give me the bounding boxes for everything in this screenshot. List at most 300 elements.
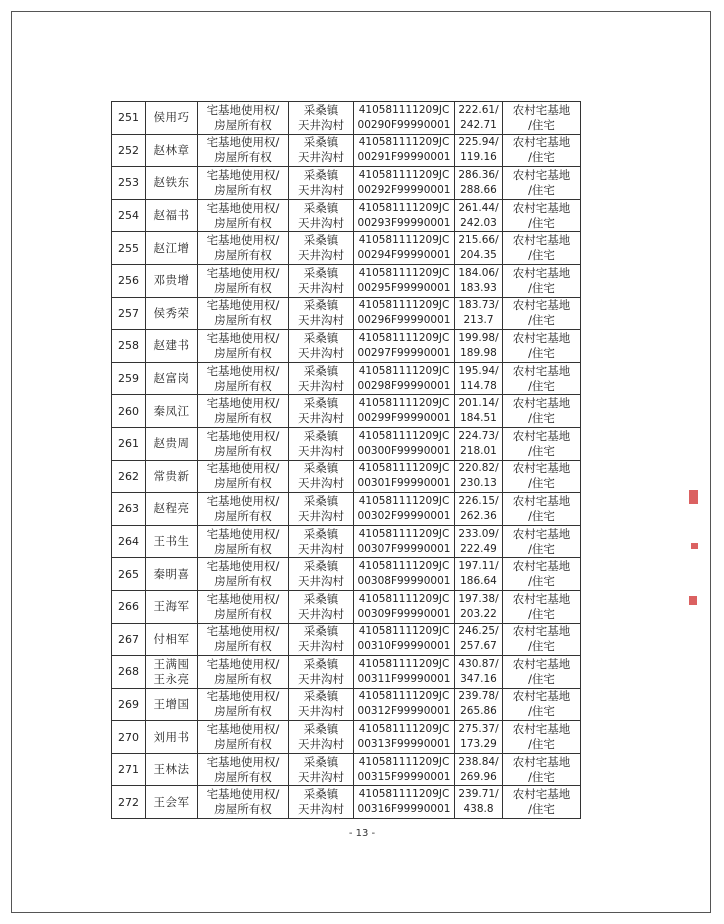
right-type-line: 宅基地使用权/ bbox=[206, 656, 280, 671]
location-line: 天井沟村 bbox=[298, 215, 344, 230]
land-use-cell bbox=[503, 297, 581, 330]
location-cell bbox=[289, 199, 354, 232]
unit-code-line: 00309F99990001 bbox=[357, 607, 451, 620]
land-use-line: 农村宅基地 bbox=[512, 624, 571, 639]
row-number-cell: 271 bbox=[112, 753, 146, 786]
location-line: 天井沟村 bbox=[298, 671, 344, 686]
land-use-line: 农村宅基地 bbox=[512, 493, 571, 508]
unit-code-cell bbox=[354, 656, 455, 689]
location-line: 天井沟村 bbox=[298, 769, 344, 784]
right-type-cell bbox=[198, 688, 289, 721]
location-cell bbox=[289, 688, 354, 721]
area-line: 347.16 bbox=[460, 672, 497, 685]
unit-code-line: 00307F99990001 bbox=[357, 542, 451, 555]
owner-name-cell bbox=[146, 102, 198, 135]
row-number-cell: 263 bbox=[112, 493, 146, 526]
unit-code-line: 410581111209JC bbox=[358, 560, 450, 573]
right-type-line: 宅基地使用权/ bbox=[206, 233, 280, 248]
location-line: 天井沟村 bbox=[298, 280, 344, 295]
owner-name-line: 常贵新 bbox=[153, 468, 190, 483]
location-line: 采桑镇 bbox=[303, 233, 339, 248]
right-type-line: 宅基地使用权/ bbox=[206, 493, 280, 508]
unit-code-line: 410581111209JC bbox=[358, 788, 450, 801]
location-line: 采桑镇 bbox=[303, 559, 339, 574]
right-type-cell bbox=[198, 623, 289, 656]
right-type-line: 宅基地使用权/ bbox=[206, 363, 280, 378]
right-type-line: 房屋所有权 bbox=[214, 476, 272, 491]
owner-name-line: 赵铁东 bbox=[153, 175, 190, 190]
area-line: 195.94/ bbox=[458, 364, 499, 377]
location-cell bbox=[289, 786, 354, 819]
table-row bbox=[112, 102, 581, 135]
row-number-cell: 265 bbox=[112, 558, 146, 591]
land-use-cell bbox=[503, 786, 581, 819]
right-type-line: 宅基地使用权/ bbox=[206, 559, 280, 574]
area-line: 184.06/ bbox=[458, 266, 499, 279]
location-line: 采桑镇 bbox=[303, 787, 339, 802]
stamp-mark bbox=[691, 543, 698, 549]
location-line: 天井沟村 bbox=[298, 802, 344, 817]
unit-code-line: 410581111209JC bbox=[358, 462, 450, 475]
table-row bbox=[112, 395, 581, 428]
row-number-cell: 257 bbox=[112, 297, 146, 330]
area-cell bbox=[455, 558, 503, 591]
right-type-line: 宅基地使用权/ bbox=[206, 265, 280, 280]
unit-code-line: 410581111209JC bbox=[358, 494, 450, 507]
location-line: 采桑镇 bbox=[303, 461, 339, 476]
right-type-line: 宅基地使用权/ bbox=[206, 428, 280, 443]
unit-code-line: 00301F99990001 bbox=[357, 477, 451, 490]
area-cell bbox=[455, 167, 503, 200]
row-number-cell: 260 bbox=[112, 395, 146, 428]
land-use-line: /住宅 bbox=[528, 508, 555, 523]
land-use-line: 农村宅基地 bbox=[512, 200, 571, 215]
owner-name-cell bbox=[146, 753, 198, 786]
right-type-cell bbox=[198, 493, 289, 526]
owner-name-cell bbox=[146, 362, 198, 395]
owner-name-cell bbox=[146, 786, 198, 819]
unit-code-cell bbox=[354, 102, 455, 135]
table-row bbox=[112, 427, 581, 460]
land-use-line: /住宅 bbox=[528, 606, 555, 621]
location-line: 采桑镇 bbox=[303, 167, 339, 182]
area-line: 197.11/ bbox=[458, 560, 499, 573]
right-type-cell bbox=[198, 167, 289, 200]
right-type-line: 宅基地使用权/ bbox=[206, 200, 280, 215]
location-line: 采桑镇 bbox=[303, 722, 339, 737]
table-row bbox=[112, 199, 581, 232]
unit-code-line: 00300F99990001 bbox=[357, 444, 451, 457]
location-line: 采桑镇 bbox=[303, 754, 339, 769]
area-line: 226.15/ bbox=[458, 494, 499, 507]
owner-name-line: 赵福书 bbox=[153, 208, 190, 223]
location-line: 天井沟村 bbox=[298, 508, 344, 523]
right-type-line: 房屋所有权 bbox=[214, 345, 272, 360]
land-use-line: 农村宅基地 bbox=[512, 167, 571, 182]
area-line: 438.8 bbox=[463, 803, 494, 816]
right-type-cell bbox=[198, 232, 289, 265]
right-type-line: 房屋所有权 bbox=[214, 704, 272, 719]
row-number-cell: 258 bbox=[112, 330, 146, 363]
land-use-line: /住宅 bbox=[528, 802, 555, 817]
area-line: 173.29 bbox=[460, 738, 497, 751]
unit-code-line: 00308F99990001 bbox=[357, 575, 451, 588]
owner-name-line: 王海军 bbox=[153, 599, 190, 614]
land-use-line: /住宅 bbox=[528, 737, 555, 752]
land-use-line: /住宅 bbox=[528, 541, 555, 556]
unit-code-line: 00299F99990001 bbox=[357, 412, 451, 425]
land-use-line: /住宅 bbox=[528, 117, 555, 132]
owner-name-cell bbox=[146, 525, 198, 558]
land-use-line: 农村宅基地 bbox=[512, 722, 571, 737]
right-type-line: 房屋所有权 bbox=[214, 541, 272, 556]
area-cell bbox=[455, 623, 503, 656]
location-cell bbox=[289, 395, 354, 428]
row-number-cell: 261 bbox=[112, 427, 146, 460]
unit-code-cell bbox=[354, 427, 455, 460]
location-cell bbox=[289, 232, 354, 265]
table-row bbox=[112, 623, 581, 656]
row-number-cell: 259 bbox=[112, 362, 146, 395]
stamp-mark bbox=[689, 596, 697, 605]
land-use-line: /住宅 bbox=[528, 215, 555, 230]
unit-code-cell bbox=[354, 558, 455, 591]
location-cell bbox=[289, 427, 354, 460]
area-cell bbox=[455, 427, 503, 460]
right-type-line: 宅基地使用权/ bbox=[206, 102, 280, 117]
unit-code-line: 410581111209JC bbox=[358, 755, 450, 768]
right-type-line: 宅基地使用权/ bbox=[206, 722, 280, 737]
land-use-line: 农村宅基地 bbox=[512, 787, 571, 802]
location-cell bbox=[289, 525, 354, 558]
table-row bbox=[112, 264, 581, 297]
land-use-cell bbox=[503, 330, 581, 363]
area-cell bbox=[455, 525, 503, 558]
owner-name-cell bbox=[146, 264, 198, 297]
unit-code-cell bbox=[354, 753, 455, 786]
location-line: 采桑镇 bbox=[303, 526, 339, 541]
table-row bbox=[112, 232, 581, 265]
right-type-cell bbox=[198, 590, 289, 623]
owner-name-line: 王满囤 bbox=[153, 656, 190, 671]
registration-table bbox=[111, 101, 581, 819]
unit-code-cell bbox=[354, 330, 455, 363]
unit-code-line: 00290F99990001 bbox=[357, 118, 451, 131]
location-line: 采桑镇 bbox=[303, 200, 339, 215]
right-type-line: 房屋所有权 bbox=[214, 313, 272, 328]
unit-code-cell bbox=[354, 721, 455, 754]
area-line: 184.51 bbox=[460, 412, 497, 425]
table-row bbox=[112, 721, 581, 754]
right-type-line: 房屋所有权 bbox=[214, 215, 272, 230]
row-number-cell: 253 bbox=[112, 167, 146, 200]
owner-name-cell bbox=[146, 297, 198, 330]
land-use-cell bbox=[503, 460, 581, 493]
land-use-line: /住宅 bbox=[528, 671, 555, 686]
row-number-cell: 270 bbox=[112, 721, 146, 754]
owner-name-line: 赵建书 bbox=[153, 338, 190, 353]
owner-name-line: 王书生 bbox=[153, 534, 190, 549]
location-line: 采桑镇 bbox=[303, 265, 339, 280]
right-type-line: 房屋所有权 bbox=[214, 182, 272, 197]
row-number-cell: 269 bbox=[112, 688, 146, 721]
land-use-line: /住宅 bbox=[528, 280, 555, 295]
area-line: 186.64 bbox=[460, 575, 497, 588]
table-body bbox=[112, 102, 581, 819]
row-number-cell: 252 bbox=[112, 134, 146, 167]
owner-name-cell bbox=[146, 395, 198, 428]
table-row bbox=[112, 167, 581, 200]
unit-code-line: 410581111209JC bbox=[358, 364, 450, 377]
location-cell bbox=[289, 362, 354, 395]
area-line: 275.37/ bbox=[458, 723, 499, 736]
table-row bbox=[112, 134, 581, 167]
location-cell bbox=[289, 264, 354, 297]
owner-name-cell bbox=[146, 688, 198, 721]
table-row bbox=[112, 460, 581, 493]
unit-code-line: 410581111209JC bbox=[358, 397, 450, 410]
owner-name-line: 邓贵增 bbox=[153, 273, 190, 288]
unit-code-line: 00296F99990001 bbox=[357, 314, 451, 327]
land-use-line: /住宅 bbox=[528, 769, 555, 784]
location-line: 天井沟村 bbox=[298, 345, 344, 360]
owner-name-line: 侯用巧 bbox=[153, 110, 190, 125]
owner-name-cell bbox=[146, 493, 198, 526]
right-type-cell bbox=[198, 199, 289, 232]
owner-name-cell bbox=[146, 656, 198, 689]
area-line: 257.67 bbox=[460, 640, 497, 653]
area-line: 224.73/ bbox=[458, 429, 499, 442]
stamp-mark bbox=[689, 490, 698, 504]
area-line: 242.71 bbox=[460, 118, 497, 131]
area-line: 430.87/ bbox=[458, 657, 499, 670]
location-line: 天井沟村 bbox=[298, 639, 344, 654]
land-use-cell bbox=[503, 362, 581, 395]
owner-name-cell bbox=[146, 460, 198, 493]
land-use-line: 农村宅基地 bbox=[512, 265, 571, 280]
unit-code-cell bbox=[354, 362, 455, 395]
area-line: 262.36 bbox=[460, 509, 497, 522]
area-line: 114.78 bbox=[460, 379, 497, 392]
area-line: 199.98/ bbox=[458, 331, 499, 344]
row-number-cell: 272 bbox=[112, 786, 146, 819]
right-type-line: 房屋所有权 bbox=[214, 671, 272, 686]
owner-name-line: 侯秀荣 bbox=[153, 305, 190, 320]
unit-code-line: 00315F99990001 bbox=[357, 770, 451, 783]
right-type-cell bbox=[198, 395, 289, 428]
unit-code-cell bbox=[354, 297, 455, 330]
right-type-cell bbox=[198, 427, 289, 460]
unit-code-line: 410581111209JC bbox=[358, 299, 450, 312]
unit-code-cell bbox=[354, 199, 455, 232]
land-use-line: 农村宅基地 bbox=[512, 135, 571, 150]
table-row bbox=[112, 656, 581, 689]
area-cell bbox=[455, 102, 503, 135]
location-cell bbox=[289, 134, 354, 167]
right-type-cell bbox=[198, 753, 289, 786]
owner-name-cell bbox=[146, 623, 198, 656]
area-line: 233.09/ bbox=[458, 527, 499, 540]
land-use-cell bbox=[503, 493, 581, 526]
area-line: 204.35 bbox=[460, 249, 497, 262]
right-type-line: 宅基地使用权/ bbox=[206, 135, 280, 150]
area-line: 222.61/ bbox=[458, 103, 499, 116]
land-use-line: 农村宅基地 bbox=[512, 461, 571, 476]
land-use-cell bbox=[503, 427, 581, 460]
unit-code-line: 410581111209JC bbox=[358, 723, 450, 736]
land-use-cell bbox=[503, 134, 581, 167]
row-number-cell: 264 bbox=[112, 525, 146, 558]
land-use-line: 农村宅基地 bbox=[512, 298, 571, 313]
land-use-cell bbox=[503, 590, 581, 623]
area-line: 265.86 bbox=[460, 705, 497, 718]
location-line: 天井沟村 bbox=[298, 606, 344, 621]
area-line: 288.66 bbox=[460, 183, 497, 196]
area-line: 119.16 bbox=[460, 151, 497, 164]
right-type-line: 宅基地使用权/ bbox=[206, 298, 280, 313]
unit-code-cell bbox=[354, 623, 455, 656]
area-cell bbox=[455, 721, 503, 754]
right-type-line: 房屋所有权 bbox=[214, 443, 272, 458]
right-type-cell bbox=[198, 362, 289, 395]
area-line: 213.7 bbox=[463, 314, 494, 327]
right-type-line: 宅基地使用权/ bbox=[206, 689, 280, 704]
right-type-line: 宅基地使用权/ bbox=[206, 591, 280, 606]
location-cell bbox=[289, 493, 354, 526]
unit-code-cell bbox=[354, 688, 455, 721]
location-line: 采桑镇 bbox=[303, 591, 339, 606]
land-use-line: 农村宅基地 bbox=[512, 428, 571, 443]
row-number-cell: 256 bbox=[112, 264, 146, 297]
land-use-line: /住宅 bbox=[528, 345, 555, 360]
location-cell bbox=[289, 623, 354, 656]
owner-name-line: 秦凤江 bbox=[153, 403, 190, 418]
location-line: 天井沟村 bbox=[298, 313, 344, 328]
right-type-cell bbox=[198, 134, 289, 167]
land-use-cell bbox=[503, 721, 581, 754]
owner-name-line: 刘用书 bbox=[153, 729, 190, 744]
land-use-line: /住宅 bbox=[528, 248, 555, 263]
owner-name-cell bbox=[146, 232, 198, 265]
unit-code-line: 00313F99990001 bbox=[357, 738, 451, 751]
land-use-cell bbox=[503, 623, 581, 656]
right-type-cell bbox=[198, 721, 289, 754]
unit-code-cell bbox=[354, 590, 455, 623]
land-use-line: /住宅 bbox=[528, 639, 555, 654]
right-type-cell bbox=[198, 786, 289, 819]
right-type-line: 房屋所有权 bbox=[214, 117, 272, 132]
area-line: 201.14/ bbox=[458, 397, 499, 410]
unit-code-cell bbox=[354, 232, 455, 265]
area-line: 183.73/ bbox=[458, 299, 499, 312]
unit-code-line: 00295F99990001 bbox=[357, 281, 451, 294]
unit-code-line: 410581111209JC bbox=[358, 103, 450, 116]
right-type-line: 宅基地使用权/ bbox=[206, 461, 280, 476]
land-use-line: 农村宅基地 bbox=[512, 363, 571, 378]
right-type-line: 房屋所有权 bbox=[214, 737, 272, 752]
unit-code-cell bbox=[354, 460, 455, 493]
owner-name-line: 秦明喜 bbox=[153, 566, 190, 581]
right-type-cell bbox=[198, 264, 289, 297]
area-line: 238.84/ bbox=[458, 755, 499, 768]
right-type-line: 宅基地使用权/ bbox=[206, 787, 280, 802]
location-line: 采桑镇 bbox=[303, 428, 339, 443]
location-line: 天井沟村 bbox=[298, 182, 344, 197]
right-type-cell bbox=[198, 297, 289, 330]
table-row bbox=[112, 688, 581, 721]
land-use-line: /住宅 bbox=[528, 411, 555, 426]
location-line: 天井沟村 bbox=[298, 541, 344, 556]
location-line: 天井沟村 bbox=[298, 704, 344, 719]
area-cell bbox=[455, 493, 503, 526]
owner-name-line: 赵富岗 bbox=[153, 371, 190, 386]
page-number: - 13 - bbox=[348, 828, 376, 839]
land-use-cell bbox=[503, 199, 581, 232]
area-line: 225.94/ bbox=[458, 136, 499, 149]
owner-name-cell bbox=[146, 199, 198, 232]
unit-code-line: 410581111209JC bbox=[358, 592, 450, 605]
owner-name-line: 赵江增 bbox=[153, 240, 190, 255]
right-type-line: 房屋所有权 bbox=[214, 802, 272, 817]
area-line: 222.49 bbox=[460, 542, 497, 555]
owner-name-cell bbox=[146, 167, 198, 200]
owner-name-line: 王会军 bbox=[153, 794, 190, 809]
owner-name-line: 王林法 bbox=[153, 762, 190, 777]
owner-name-cell bbox=[146, 427, 198, 460]
row-number-cell: 262 bbox=[112, 460, 146, 493]
area-cell bbox=[455, 232, 503, 265]
location-line: 采桑镇 bbox=[303, 298, 339, 313]
land-use-cell bbox=[503, 656, 581, 689]
right-type-line: 宅基地使用权/ bbox=[206, 330, 280, 345]
right-type-line: 宅基地使用权/ bbox=[206, 526, 280, 541]
right-type-line: 房屋所有权 bbox=[214, 411, 272, 426]
land-use-line: /住宅 bbox=[528, 443, 555, 458]
owner-name-cell bbox=[146, 330, 198, 363]
unit-code-line: 00298F99990001 bbox=[357, 379, 451, 392]
land-use-line: 农村宅基地 bbox=[512, 102, 571, 117]
location-line: 天井沟村 bbox=[298, 411, 344, 426]
table-row bbox=[112, 558, 581, 591]
right-type-line: 房屋所有权 bbox=[214, 150, 272, 165]
land-use-line: 农村宅基地 bbox=[512, 559, 571, 574]
area-line: 239.71/ bbox=[458, 788, 499, 801]
land-use-cell bbox=[503, 688, 581, 721]
right-type-line: 房屋所有权 bbox=[214, 280, 272, 295]
unit-code-line: 00293F99990001 bbox=[357, 216, 451, 229]
owner-name-cell bbox=[146, 721, 198, 754]
area-cell bbox=[455, 786, 503, 819]
row-number-cell: 267 bbox=[112, 623, 146, 656]
unit-code-line: 410581111209JC bbox=[358, 266, 450, 279]
right-type-line: 房屋所有权 bbox=[214, 639, 272, 654]
land-use-line: /住宅 bbox=[528, 704, 555, 719]
unit-code-line: 410581111209JC bbox=[358, 136, 450, 149]
land-use-cell bbox=[503, 102, 581, 135]
unit-code-line: 00297F99990001 bbox=[357, 346, 451, 359]
table-row bbox=[112, 330, 581, 363]
land-use-cell bbox=[503, 395, 581, 428]
owner-name-line: 王增国 bbox=[153, 696, 190, 711]
area-cell bbox=[455, 199, 503, 232]
unit-code-line: 410581111209JC bbox=[358, 168, 450, 181]
right-type-cell bbox=[198, 102, 289, 135]
right-type-line: 宅基地使用权/ bbox=[206, 396, 280, 411]
right-type-line: 房屋所有权 bbox=[214, 508, 272, 523]
right-type-cell bbox=[198, 330, 289, 363]
land-use-cell bbox=[503, 525, 581, 558]
area-cell bbox=[455, 395, 503, 428]
